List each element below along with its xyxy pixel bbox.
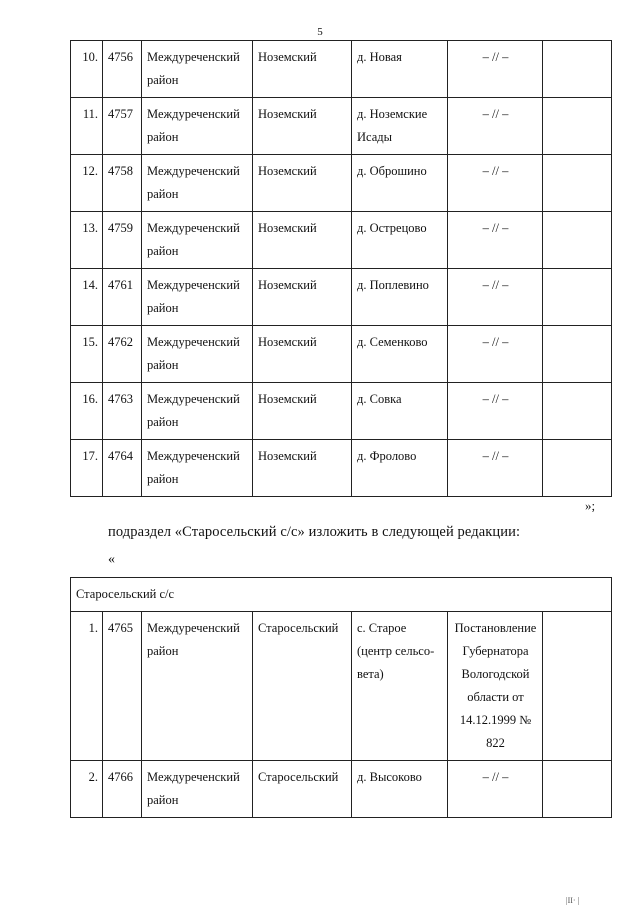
council-cell: Старосельский [253, 761, 352, 818]
row-number-cell: 1. [71, 612, 103, 761]
row-number-cell: 16. [71, 383, 103, 440]
district-cell: Междуреченский район [142, 612, 253, 761]
note-cell [543, 383, 612, 440]
note-cell [543, 41, 612, 98]
table-row [71, 761, 612, 818]
row-number-cell: 12. [71, 155, 103, 212]
footer-mark: |II· | [566, 896, 580, 905]
code-cell: 4764 [103, 440, 142, 497]
code-cell: 4761 [103, 269, 142, 326]
settlement-cell: д. Острецово [352, 212, 448, 269]
note-cell [543, 440, 612, 497]
district-cell: Междуреченский район [142, 98, 253, 155]
settlement-cell: д. Высоково [352, 761, 448, 818]
table-row [71, 98, 612, 155]
district-cell: Междуреченский район [142, 212, 253, 269]
settlement-cell: д. Ноземские Исады [352, 98, 448, 155]
settlement-cell: д. Фролово [352, 440, 448, 497]
basis-cell: – // – [448, 41, 543, 98]
table-row [71, 155, 612, 212]
settlement-cell: д. Поплевино [352, 269, 448, 326]
table-row [71, 440, 612, 497]
code-cell: 4765 [103, 612, 142, 761]
settlements-table-noz [70, 40, 612, 497]
amendment-instruction: подраздел «Старосельский с/с» изложить в следующей редакции: [108, 524, 521, 540]
council-cell: Ноземский [253, 440, 352, 497]
district-cell: Междуреченский район [142, 383, 253, 440]
basis-cell: – // – [448, 440, 543, 497]
council-cell: Ноземский [253, 155, 352, 212]
district-cell: Междуреченский район [142, 326, 253, 383]
closing-quote: »; [585, 498, 596, 513]
district-cell: Междуреченский район [142, 761, 253, 818]
note-cell [543, 155, 612, 212]
table-row [71, 41, 612, 98]
district-cell: Междуреченский район [142, 41, 253, 98]
council-cell: Старосельский [253, 612, 352, 761]
council-cell: Ноземский [253, 269, 352, 326]
settlement-cell: с. Старое (центр сельсо-вета) [352, 612, 448, 761]
basis-cell: – // – [448, 761, 543, 818]
table-row [71, 269, 612, 326]
note-cell [543, 269, 612, 326]
row-number-cell: 14. [71, 269, 103, 326]
council-cell: Ноземский [253, 41, 352, 98]
settlements-table-staroselsky [70, 577, 612, 818]
row-number-cell: 13. [71, 212, 103, 269]
row-number-cell: 17. [71, 440, 103, 497]
council-cell: Ноземский [253, 383, 352, 440]
note-cell [543, 98, 612, 155]
settlement-cell: д. Оброшино [352, 155, 448, 212]
section-title: Старосельский с/с [71, 578, 612, 612]
row-number-cell: 15. [71, 326, 103, 383]
council-cell: Ноземский [253, 98, 352, 155]
row-number-cell: 2. [71, 761, 103, 818]
code-cell: 4758 [103, 155, 142, 212]
note-cell [543, 212, 612, 269]
basis-cell: – // – [448, 383, 543, 440]
code-cell: 4759 [103, 212, 142, 269]
code-cell: 4762 [103, 326, 142, 383]
table-row [71, 383, 612, 440]
settlement-cell: д. Семенково [352, 326, 448, 383]
section-header-row [71, 578, 612, 612]
code-cell: 4766 [103, 761, 142, 818]
basis-cell: – // – [448, 326, 543, 383]
code-cell: 4757 [103, 98, 142, 155]
table-row [71, 212, 612, 269]
council-cell: Ноземский [253, 212, 352, 269]
council-cell: Ноземский [253, 326, 352, 383]
page-number: 5 [317, 26, 323, 38]
note-cell [543, 761, 612, 818]
basis-cell: – // – [448, 269, 543, 326]
district-cell: Междуреченский район [142, 269, 253, 326]
code-cell: 4756 [103, 41, 142, 98]
row-number-cell: 10. [71, 41, 103, 98]
basis-cell: Постановление Губернатора Вологодской области от 14.12.1999 № 822 [448, 612, 543, 761]
basis-cell: – // – [448, 155, 543, 212]
row-number-cell: 11. [71, 98, 103, 155]
settlement-cell: д. Новая [352, 41, 448, 98]
district-cell: Междуреченский район [142, 440, 253, 497]
table-row [71, 612, 612, 761]
code-cell: 4763 [103, 383, 142, 440]
note-cell [543, 326, 612, 383]
district-cell: Междуреченский район [142, 155, 253, 212]
opening-quote: « [108, 552, 115, 567]
table-row [71, 326, 612, 383]
settlement-cell: д. Совка [352, 383, 448, 440]
note-cell [543, 612, 612, 761]
basis-cell: – // – [448, 98, 543, 155]
basis-cell: – // – [448, 212, 543, 269]
